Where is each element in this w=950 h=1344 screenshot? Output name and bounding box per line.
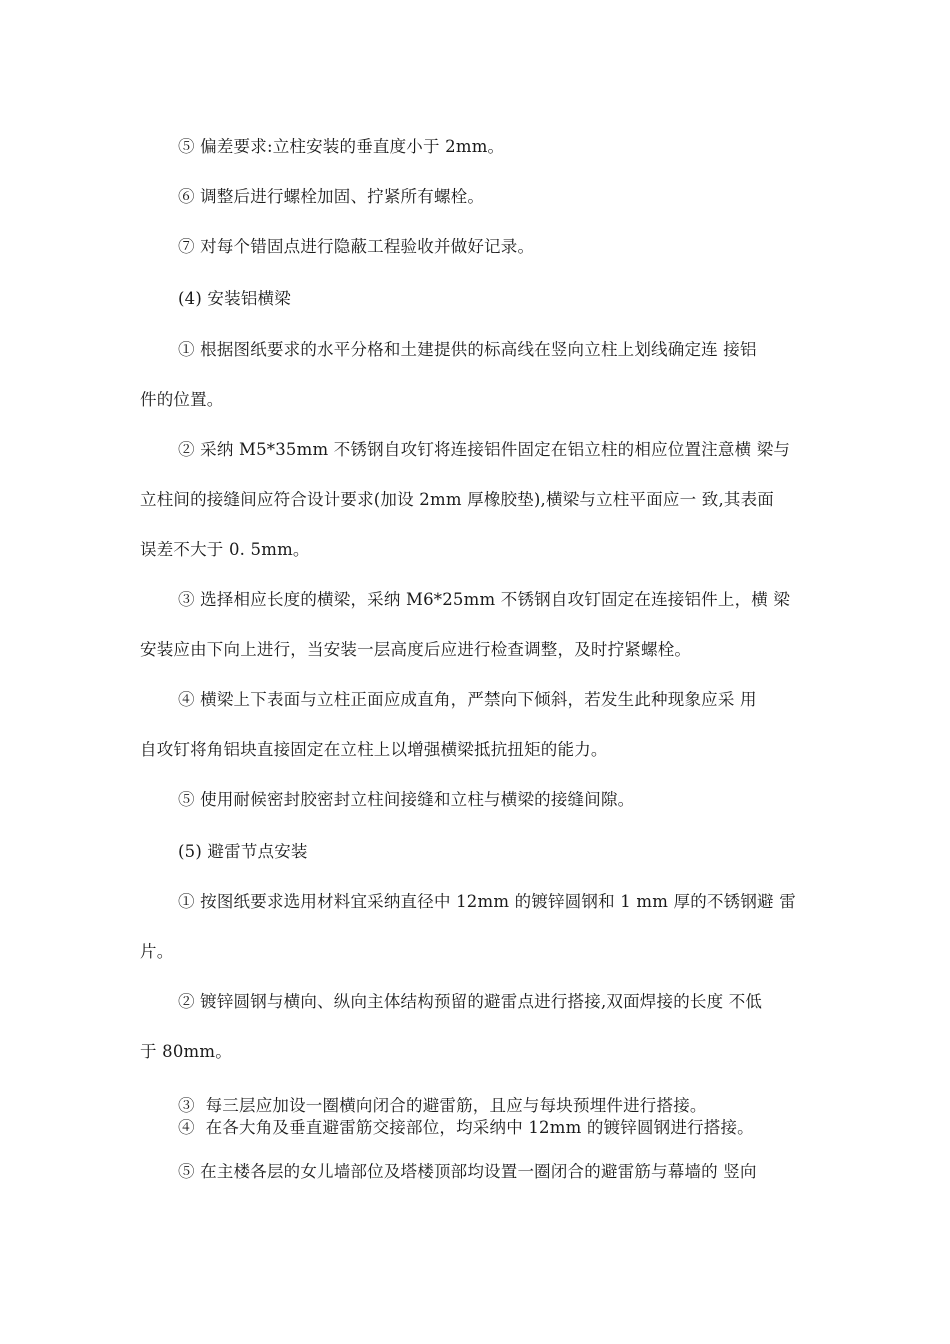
- text-line: 于 80mm。: [140, 1042, 232, 1061]
- text-line: ⑦ 对每个错固点进行隐蔽工程验收并做好记录。: [178, 237, 535, 256]
- text-line: ① 根据图纸要求的水平分格和土建提供的标高线在竖向立柱上划线确定连 接铝: [178, 340, 757, 359]
- text-line: ④ 在各大角及垂直避雷筋交接部位，均采纳中 12mm 的镀锌圆钢进行搭接。: [178, 1118, 754, 1137]
- text-line: 立柱间的接缝间应符合设计要求(加设 2mm 厚橡胶垫),横梁与立柱平面应一 致,其表面: [140, 490, 774, 509]
- text-line: ⑤ 使用耐候密封胶密封立柱间接缝和立柱与横梁的接缝间隙。: [178, 790, 635, 809]
- text-line: ③ 选择相应长度的横梁，采纳 M6*25mm 不锈钢自攻钉固定在连接铝件上，横 梁: [178, 590, 791, 609]
- text-line: 误差不大于 0. 5mm。: [140, 540, 310, 559]
- text-line: 件的位置。: [140, 390, 224, 409]
- text-line: ⑤ 在主楼各层的女儿墙部位及塔楼顶部均设置一圈闭合的避雷筋与幕墙的 竖向: [178, 1162, 757, 1181]
- text-line: 自攻钉将角铝块直接固定在立柱上以增强横梁抵抗扭矩的能力。: [140, 740, 608, 759]
- text-line: ⑥ 调整后进行螺栓加固、拧紧所有螺栓。: [178, 187, 485, 206]
- section-heading: (5) 避雷节点安装: [178, 842, 308, 861]
- text-line: ③ 每三层应加设一圈横向闭合的避雷筋，且应与每块预埋件进行搭接。: [178, 1096, 707, 1115]
- text-line: ⑤ 偏差要求:立柱安装的垂直度小于 2mm。: [178, 137, 505, 156]
- text-line: ② 镀锌圆钢与横向、纵向主体结构预留的避雷点进行搭接,双面焊接的长度 不低: [178, 992, 763, 1011]
- text-line: ① 按图纸要求选用材料宜采纳直径中 12mm 的镀锌圆钢和 1 mm 厚的不锈钢避 雷: [178, 892, 796, 911]
- text-line: ④ 横梁上下表面与立柱正面应成直角，严禁向下倾斜，若发生此种现象应采 用: [178, 690, 757, 709]
- text-line: 安装应由下向上进行，当安装一层高度后应进行检查调整，及时拧紧螺栓。: [140, 640, 692, 659]
- text-line: 片。: [140, 942, 174, 961]
- text-line: ② 采纳 M5*35mm 不锈钢自攻钉将连接铝件固定在铝立柱的相应位置注意横 梁与: [178, 440, 791, 459]
- section-heading: (4) 安装铝横梁: [178, 289, 291, 308]
